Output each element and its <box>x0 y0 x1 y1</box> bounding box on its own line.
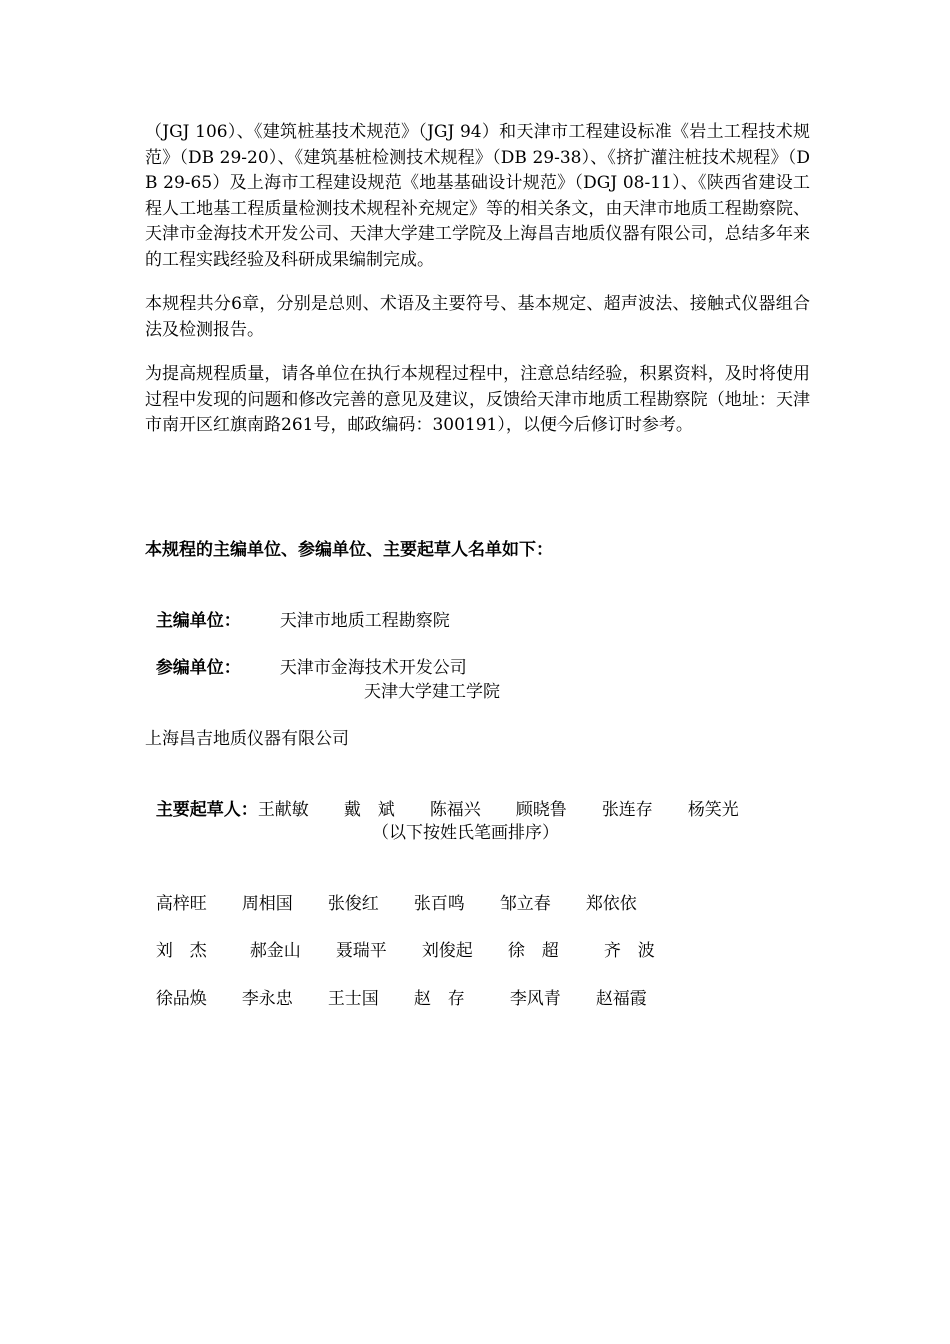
drafter-name: 刘俊起 <box>421 941 473 961</box>
order-note: （以下按姓氏笔画排序） <box>372 823 559 843</box>
roster-heading: 本规程的主编单位、参编单位、主要起草人名单如下： <box>145 540 553 560</box>
chief-unit-label: 主编单位： <box>155 611 241 631</box>
drafter-name: 郝金山 <box>249 941 301 961</box>
drafter-name: 高梓旺 <box>155 894 207 914</box>
drafters-label: 主要起草人： <box>155 800 258 820</box>
drafter-name: 王献敏 <box>257 800 309 820</box>
drafters-row-2 <box>145 915 655 963</box>
participating-unit-3: 上海昌吉地质仪器有限公司 <box>145 729 349 749</box>
chief-unit-value: 天津市地质工程勘察院 <box>279 611 450 631</box>
drafter-name: 张百鸣 <box>413 894 465 914</box>
drafter-name: 齐 波 <box>603 941 655 961</box>
drafter-name: 顾晓鲁 <box>515 800 567 820</box>
drafter-name: 邹立春 <box>499 894 551 914</box>
intro-paragraph-3: 为提高规程质量，请各单位在执行本规程过程中，注意总结经验，积累资料，及时将使用过程中发现的问题和修改完善的意见及建议，反馈给天津市地质工程勘察院（地址：天津市南开区红旗南路261号，邮政编码：300191），以便今后修订时参考。 <box>145 364 810 435</box>
drafter-name: 戴 斌 <box>343 800 395 820</box>
chief-unit-row <box>145 585 450 633</box>
participating-unit-label: 参编单位： <box>155 658 241 678</box>
intro-section <box>145 120 810 439</box>
drafters-row-3 <box>145 963 647 1011</box>
drafter-name: 李永忠 <box>241 989 293 1009</box>
drafter-name: 刘 杰 <box>155 941 207 961</box>
drafters-row-1 <box>145 868 637 916</box>
participating-unit-1: 天津市金海技术开发公司 <box>279 658 467 678</box>
drafters-main-row <box>145 774 739 822</box>
drafter-name: 杨笑光 <box>687 800 739 820</box>
drafter-name: 徐品焕 <box>155 989 207 1009</box>
intro-paragraph-2: 本规程共分6章，分别是总则、术语及主要符号、基本规定、超声波法、接触式仪器组合法及检测报告。 <box>145 294 810 340</box>
drafter-name: 王士国 <box>327 989 379 1009</box>
participating-unit-2: 天津大学建工学院 <box>364 682 500 702</box>
drafter-name: 李风青 <box>509 989 561 1009</box>
drafter-name: 陈福兴 <box>429 800 481 820</box>
drafter-name: 郑依依 <box>585 894 637 914</box>
intro-paragraph-1: （JGJ 106）、《建筑桩基技术规范》（JGJ 94）和天津市工程建设标准《岩土工程技术规范》（DB 29-20）、《建筑基桩检测技术规程》（DB 29-38）、《挤扩灌注桩技术规程》（DB 29-65）及上海市工程建设规范《地基基础设计规范》（DGJ 08-11）、《陕西省建设工程人工地基工程质量检测技术规程补充规定》等的相关条文，由天津市地质工程勘察院、天津市金海技术开发公司、天津大学建工学院及上海昌吉地质仪器有限公司，总结多年来的工程实践经验及科研成果编制完成。 <box>145 122 810 270</box>
drafter-name: 张连存 <box>601 800 653 820</box>
drafter-name: 张俊红 <box>327 894 379 914</box>
drafter-name: 徐 超 <box>507 941 559 961</box>
drafter-name: 赵福霞 <box>595 989 647 1009</box>
participating-unit-row <box>145 632 467 680</box>
drafter-name: 赵 存 <box>413 989 465 1009</box>
drafter-name: 聂瑞平 <box>335 941 387 961</box>
drafter-name: 周相国 <box>241 894 293 914</box>
